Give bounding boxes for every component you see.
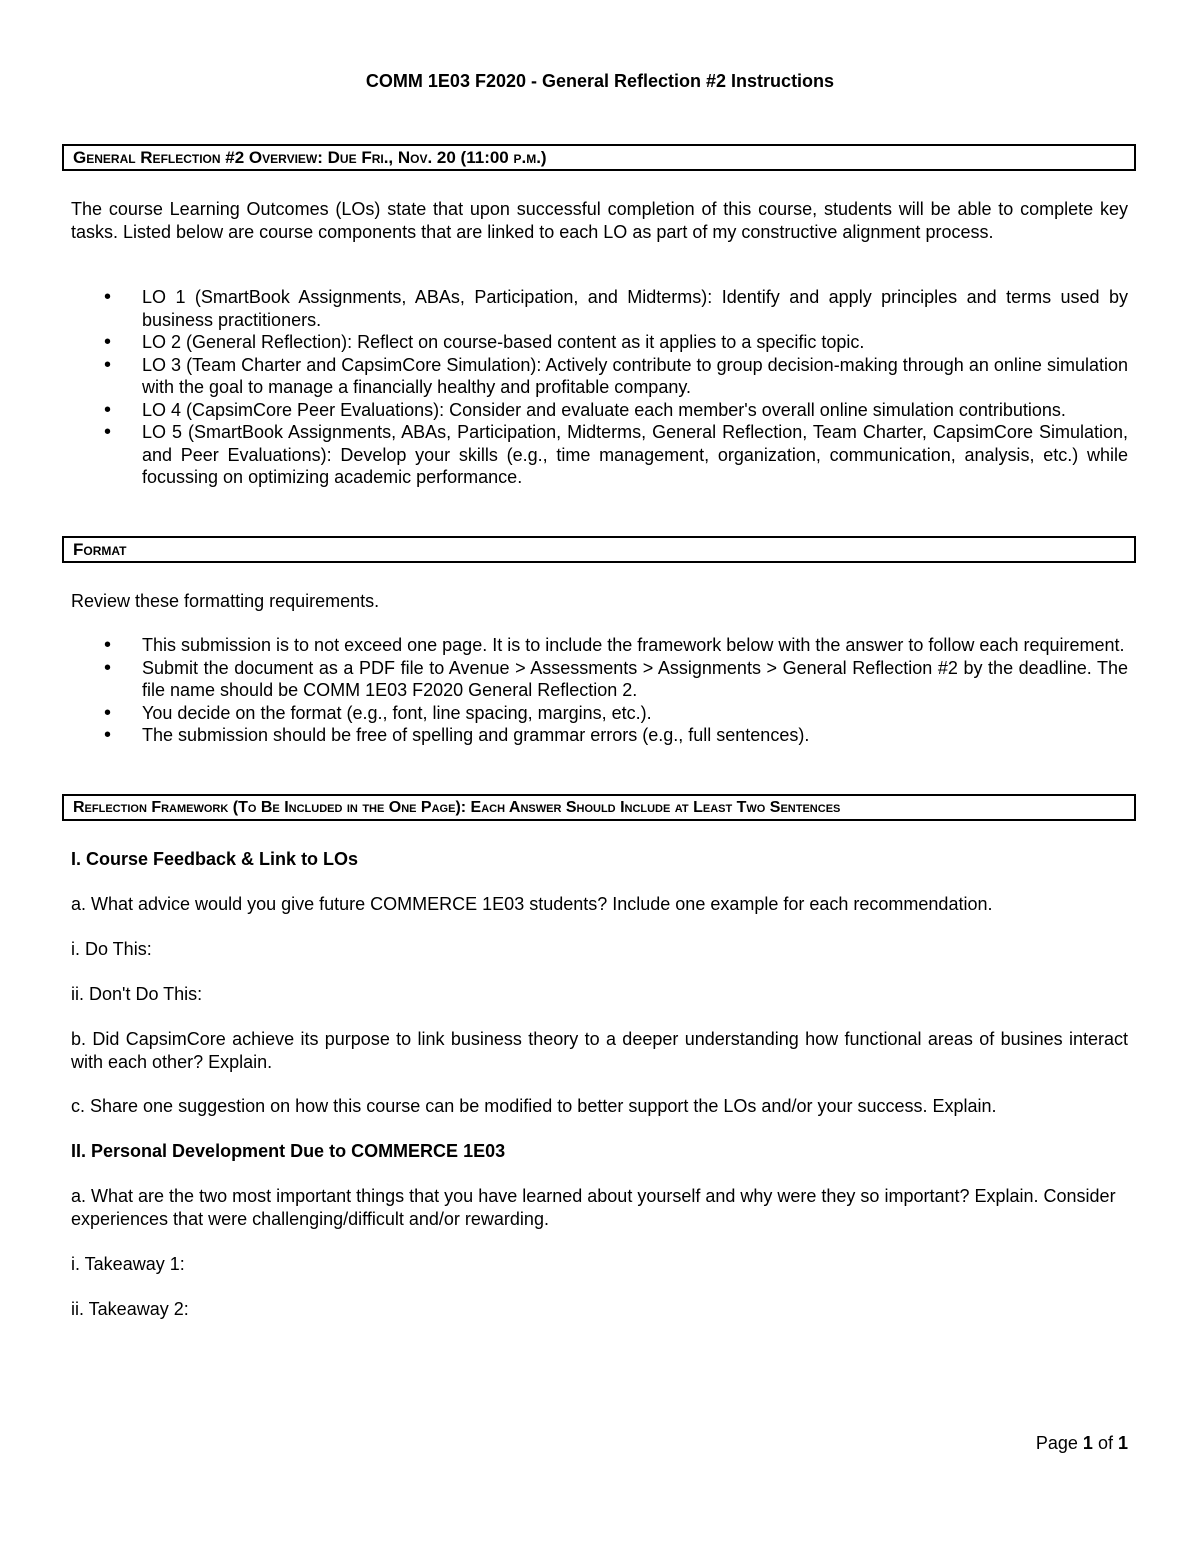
part2-question-a-ii: ii. Takeaway 2: xyxy=(71,1299,189,1319)
list-item: • LO 4 (CapsimCore Peer Evaluations): Consider and evaluate each member's overall online simulation contributions. xyxy=(71,399,1128,422)
format-section-heading: Format xyxy=(62,536,1136,563)
list-item: • LO 2 (General Reflection): Reflect on course-based content as it applies to a specific topic. xyxy=(71,331,1128,354)
format-intro: Review these formatting requirements. xyxy=(71,591,380,611)
part1-question-b: b. Did CapsimCore achieve its purpose to link business theory to a deeper understanding how functional areas of busines interact with each other? Explain. xyxy=(71,1029,1128,1072)
page-number-footer xyxy=(1036,1433,1128,1454)
list-item: • You decide on the format (e.g., font, line spacing, margins, etc.). xyxy=(71,702,1128,725)
part1-heading: I. Course Feedback & Link to LOs xyxy=(71,849,359,869)
part1-question-a: a. What advice would you give future COMMERCE 1E03 students? Include one example for each recommendation. xyxy=(71,894,993,914)
list-item: • LO 1 (SmartBook Assignments, ABAs, Participation, and Midterms): Identify and apply principles and terms used by business practitioners. xyxy=(71,286,1128,331)
part2-heading: II. Personal Development Due to COMMERCE 1E03 xyxy=(71,1141,506,1161)
of-word: of xyxy=(1097,1433,1113,1453)
part1-question-a-i: i. Do This: xyxy=(71,939,152,959)
page-current: 1 xyxy=(1082,1433,1093,1453)
list-item: • LO 5 (SmartBook Assignments, ABAs, Participation, Midterms, General Reflection, Team Charter, CapsimCore Simulation, and Peer Evaluations): Develop your skills (e.g., time management, organization, communication, analysis, etc.) while focussing on optimizing academic performance. xyxy=(71,421,1128,489)
overview-intro: The course Learning Outcomes (LOs) state that upon successful completion of this course, students will be able to complete key tasks. Listed below are course components that are linked to each LO as part of my constructive alignment process. xyxy=(71,199,1128,242)
document-title: COMM 1E03 F2020 - General Reflection #2 Instructions xyxy=(365,71,835,91)
list-item: • The submission should be free of spelling and grammar errors (e.g., full sentences). xyxy=(71,724,1128,747)
list-item: • This submission is to not exceed one page. It is to include the framework below with the answer to follow each requirement. xyxy=(71,634,1128,657)
overview-section-heading: General Reflection #2 Overview: Due Fri., Nov. 20 (11:00 p.m.) xyxy=(62,144,1136,171)
page-word: Page xyxy=(1035,1433,1078,1453)
part2-question-a: a. What are the two most important things that you have learned about yourself and why were they so important? Explain. Consider experiences that were challenging/difficult and/or rewarding. xyxy=(71,1186,1116,1229)
part1-question-c: c. Share one suggestion on how this course can be modified to better support the LOs and/or your success. Explain. xyxy=(71,1096,997,1116)
format-requirements-list xyxy=(71,634,1128,747)
list-item: • LO 3 (Team Charter and CapsimCore Simulation): Actively contribute to group decision-making through an online simulation with the goal to manage a financially healthy and profitable company. xyxy=(71,354,1128,399)
learning-outcomes-list xyxy=(71,286,1128,489)
part2-question-a-i: i. Takeaway 1: xyxy=(71,1254,185,1274)
page-total: 1 xyxy=(1117,1433,1128,1453)
list-item: • Submit the document as a PDF file to Avenue > Assessments > Assignments > General Reflection #2 by the deadline. The file name should be COMM 1E03 F2020 General Reflection 2. xyxy=(71,657,1128,702)
framework-section-heading: Reflection Framework (To Be Included in the One Page): Each Answer Should Include at Least Two Sentences xyxy=(62,794,1136,821)
part1-question-a-ii: ii. Don't Do This: xyxy=(71,984,203,1004)
